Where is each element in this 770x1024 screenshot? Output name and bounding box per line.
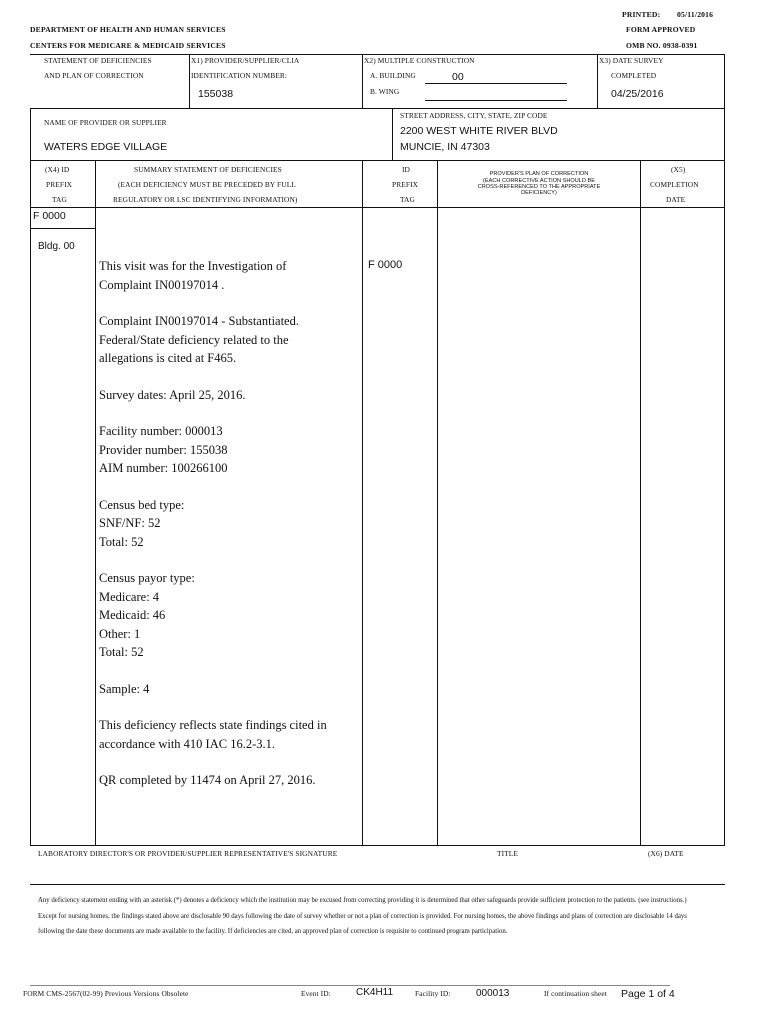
summary-paragraph: Survey dates: April 25, 2016. [99, 387, 246, 402]
x5-header-2: COMPLETION [650, 180, 699, 189]
summary-paragraph: This visit was for the Investigation of Complaint IN00197014 . [99, 259, 287, 292]
x3-label-1: X3) DATE SURVEY [599, 56, 664, 65]
centers-title: CENTERS FOR MEDICARE & MEDICAID SERVICES [30, 41, 226, 50]
form-approved: FORM APPROVED [626, 25, 696, 34]
x3-label-2: COMPLETED [611, 71, 657, 80]
prefix-tag-left: F 0000 [33, 210, 66, 222]
summary-header-1: SUMMARY STATEMENT OF DEFICIENCIES [134, 165, 282, 174]
deficiency-summary [99, 257, 339, 808]
building-tag: Bldg. 00 [38, 241, 75, 252]
wing-label: B. WING [370, 87, 400, 96]
x5-header-3: DATE [666, 195, 686, 204]
event-id-label: Event ID: [301, 989, 331, 998]
plan-header [440, 171, 638, 196]
building-label: A. BUILDING [370, 71, 416, 80]
summary-paragraph: QR completed by 11474 on April 27, 2016. [99, 773, 316, 787]
plan-header-3: CROSS-REFERENCED TO THE APPROPRIATE [477, 184, 601, 190]
statement-label-1: STATEMENT OF DEFICIENCIES [44, 56, 152, 65]
statement-label-2: AND PLAN OF CORRECTION [44, 71, 144, 80]
department-title: DEPARTMENT OF HEALTH AND HUMAN SERVICES [30, 25, 226, 34]
id-header-3: TAG [400, 195, 415, 204]
title-label: TITLE [497, 849, 519, 858]
x4-header-2: PREFIX [46, 180, 73, 189]
summary-paragraph: Census bed type: SNF/NF: 52 Total: 52 [99, 497, 185, 549]
id-header-1: ID [402, 165, 410, 174]
form-number: FORM CMS-2567(02-99) Previous Versions Obsolete [23, 989, 189, 998]
page-number: Page 1 of 4 [621, 988, 675, 1000]
x1-label-2: IDENTIFICATION NUMBER: [191, 71, 288, 80]
summary-header-3: REGULATORY OR LSC IDENTIFYING INFORMATION) [113, 195, 298, 204]
date-label: (X6) DATE [648, 849, 684, 858]
facility-id-label: Facility ID: [415, 989, 451, 998]
provider-id-value: 155038 [198, 88, 234, 100]
plan-header-1: PROVIDER'S PLAN OF CORRECTION [489, 171, 589, 177]
address-label: STREET ADDRESS, CITY, STATE, ZIP CODE [400, 111, 548, 120]
x4-header-1: (X4) ID [45, 165, 70, 174]
address-line-2: MUNCIE, IN 47303 [400, 141, 490, 153]
address-line-1: 2200 WEST WHITE RIVER BLVD [400, 125, 558, 137]
provider-name-value: WATERS EDGE VILLAGE [44, 141, 168, 153]
summary-paragraph: Facility number: 000013 Provider number: 155038 AIM number: 100266100 [99, 424, 228, 475]
summary-paragraph: Sample: 4 [99, 681, 150, 696]
x4-header-3: TAG [52, 195, 67, 204]
plan-header-2: (EACH CORRECTIVE ACTION SHOULD BE [483, 178, 595, 184]
survey-date-value: 04/25/2016 [611, 88, 664, 100]
id-header-2: PREFIX [392, 180, 419, 189]
printed-date: 05/11/2016 [677, 10, 714, 19]
x5-header-1: (X5) [671, 165, 686, 174]
x1-label-1: X1) PROVIDER/SUPPLIER/CLIA [191, 56, 300, 65]
provider-name-label: NAME OF PROVIDER OR SUPPLIER [44, 118, 167, 127]
footnote-text: Any deficiency statement ending with an asterisk (*) denotes a deficiency which the institution may be excused from correcting providing it is determined that other safeguards provide sufficient protection to the patients. (see instructions.) Except for nursing homes, the findings stated above are disclosable 90 days following the date of survey whether or not a plan of correction is provided. For nursing homes, the above findings and plans of correction are disclosable 14 days following the date these documents are made available to the facility. If deficiencies are cited, an approved plan of correction is requisite to continued program participation. [38, 897, 687, 935]
summary-header-2: (EACH DEFICIENCY MUST BE PRECEDED BY FULL [118, 180, 296, 189]
x2-label: X2) MULTIPLE CONSTRUCTION [364, 56, 475, 65]
summary-paragraph: This deficiency reflects state findings cited in accordance with 410 IAC 16.2-3.1. [99, 718, 327, 751]
summary-paragraph: Complaint IN00197014 - Substantiated. Federal/State deficiency related to the allegations is cited at F465. [99, 314, 299, 365]
summary-paragraph: Census payor type: Medicare: 4 Medicaid: 46 Other: 1 Total: 52 [99, 571, 195, 659]
printed-label: PRINTED: [622, 10, 661, 19]
continuation-label: If continuation sheet [544, 989, 607, 998]
event-id-value: CK4H11 [356, 987, 394, 998]
building-value: 00 [452, 71, 464, 83]
signature-label: LABORATORY DIRECTOR'S OR PROVIDER/SUPPLIER REPRESENTATIVE'S SIGNATURE [38, 849, 338, 858]
plan-header-4: DEFICIENCY) [521, 190, 557, 196]
facility-id-value: 000013 [476, 988, 510, 999]
prefix-tag-right: F 0000 [368, 259, 403, 271]
omb-number: OMB NO. 0938-0391 [626, 41, 698, 50]
